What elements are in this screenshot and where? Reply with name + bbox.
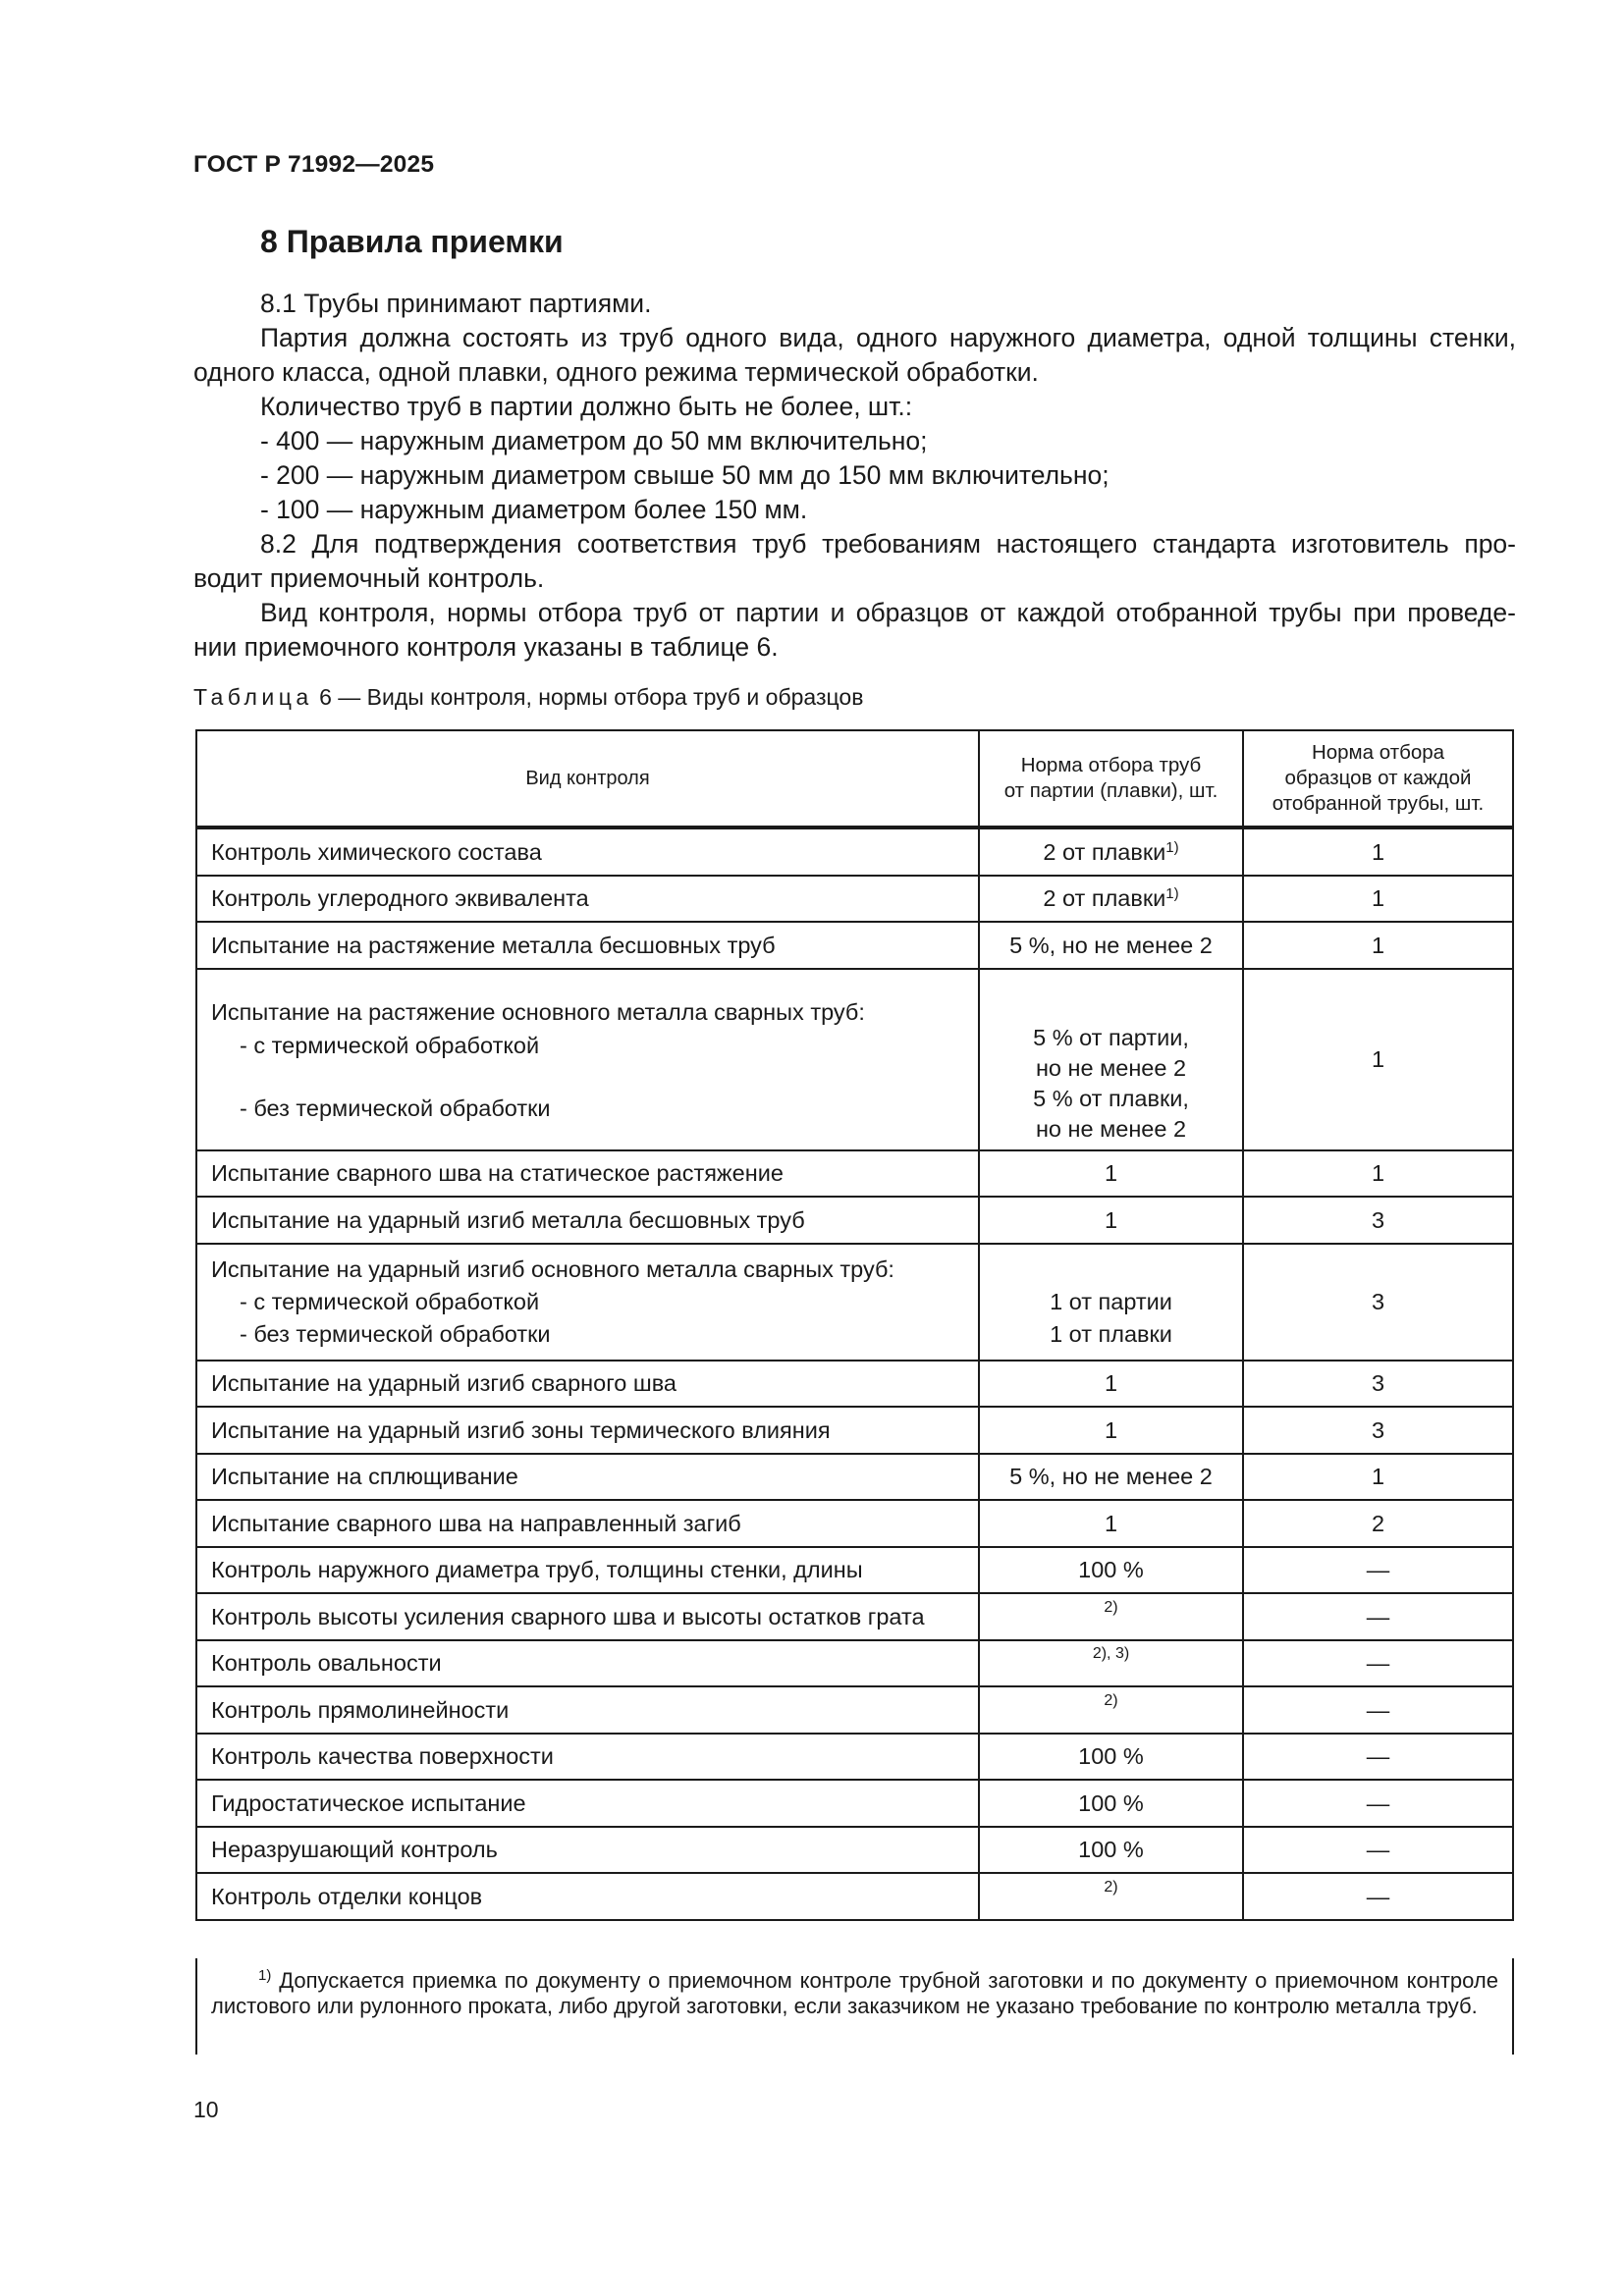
cell-control-type: Испытание на ударный изгиб зоны термического влияния: [196, 1407, 979, 1454]
paragraph-8-2-line2: водит приемочный контроль.: [193, 563, 545, 593]
cell-specimen-norm: —: [1243, 1640, 1513, 1687]
paragraph-batch-line1: Партия должна состоять из труб одного вида, одного наружного диаметра, одной толщины стенки,: [260, 323, 1516, 352]
cell-control-type: Испытание на ударный изгиб металла бесшовных труб: [196, 1197, 979, 1244]
cell-pipe-norm: 1: [979, 1150, 1243, 1198]
paragraph-control-line2: нии приемочного контроля указаны в таблице 6.: [193, 632, 779, 662]
page-number: 10: [193, 2097, 219, 2122]
cell-specimen-norm: 1: [1243, 1454, 1513, 1501]
control-table: [195, 729, 1514, 1921]
cell-pipe-norm: 100 %: [979, 1780, 1243, 1827]
cell-pipe-norm: 1: [979, 1361, 1243, 1408]
footnote-marker: 1): [258, 1967, 272, 1984]
cell-specimen-norm: 1: [1243, 876, 1513, 923]
cell-pipe-norm: 5 %, но не менее 2: [979, 922, 1243, 969]
cell-control-type: Контроль овальности: [196, 1640, 979, 1687]
table-caption-label: Таблица: [193, 684, 313, 710]
section-title: 8 Правила приемки: [260, 224, 564, 259]
cell-specimen-norm: 1: [1243, 828, 1513, 876]
paragraph-8-1: 8.1 Трубы принимают партиями.: [260, 289, 652, 318]
cell-specimen-norm: —: [1243, 1827, 1513, 1874]
table-caption-text: 6 — Виды контроля, нормы отбора труб и образцов: [312, 684, 864, 710]
section-body: [193, 287, 1516, 665]
paragraph-8-2-line1: 8.2 Для подтверждения соответствия труб требованиям настоящего стандарта изготовитель про-: [260, 529, 1516, 559]
list-item: - 100 — наружным диаметром более 150 мм.: [260, 495, 808, 524]
table-footnote: $^{1)}$ Допускается приемка по документу о приемочном контроле трубной заготовки и по документу о приемочном контроле листового или рулонного проката, либо другой заготовки, если заказчиком не указано требование по контролю металла труб.: [211, 1967, 1498, 2018]
header-specimen-sampling-norm: Норма отбора образцов от каждой отобранной трубы, шт.: [1243, 730, 1513, 828]
cell-specimen-norm: 3: [1243, 1244, 1513, 1361]
footnote-ref: 2): [1104, 1598, 1118, 1616]
header-pipe-sampling-norm: Норма отбора труб от партии (плавки), шт.: [979, 730, 1243, 828]
table-row: [196, 828, 1513, 876]
table-row: [196, 1547, 1513, 1594]
footnote-ref: 1): [1165, 838, 1179, 856]
footnote-ref: 2), 3): [1092, 1645, 1130, 1663]
cell-specimen-norm: —: [1243, 1873, 1513, 1920]
cell-pipe-norm: [979, 1640, 1243, 1687]
table-row: [196, 1197, 1513, 1244]
table-header-row: [196, 730, 1513, 828]
table-row: [196, 1244, 1513, 1361]
cell-control-type: Испытание на сплющивание: [196, 1454, 979, 1501]
cell-pipe-norm: 100 %: [979, 1734, 1243, 1781]
cell-specimen-norm: 1: [1243, 969, 1513, 1150]
table-row: [196, 969, 1513, 1150]
cell-specimen-norm: —: [1243, 1593, 1513, 1640]
table-row: [196, 1827, 1513, 1874]
cell-pipe-norm: 1 от партии 1 от плавки: [979, 1244, 1243, 1361]
cell-pipe-norm: 5 % от партии, но не менее 2 5 % от плавки, но не менее 2: [979, 969, 1243, 1150]
cell-pipe-norm: 5 %, но не менее 2: [979, 1454, 1243, 1501]
cell-specimen-norm: 3: [1243, 1361, 1513, 1408]
table-row: [196, 1780, 1513, 1827]
cell-control-type: Контроль отделки концов: [196, 1873, 979, 1920]
cell-control-type: Контроль прямолинейности: [196, 1686, 979, 1734]
table-row: [196, 1686, 1513, 1734]
cell-specimen-norm: —: [1243, 1734, 1513, 1781]
table-footnote-area: [195, 1958, 1514, 2055]
footnote-ref: 2): [1104, 1691, 1118, 1709]
cell-pipe-norm: [979, 1873, 1243, 1920]
cell-control-type: Контроль химического состава: [196, 828, 979, 876]
cell-pipe-norm: 1: [979, 1197, 1243, 1244]
cell-control-type: Испытание на ударный изгиб основного металла сварных труб: - с термической обработкой - без термической обработки: [196, 1244, 979, 1361]
cell-control-type: Гидростатическое испытание: [196, 1780, 979, 1827]
table-row: [196, 1150, 1513, 1198]
cell-specimen-norm: 1: [1243, 1150, 1513, 1198]
header-control-type: Вид контроля: [196, 730, 979, 828]
table-row: [196, 1640, 1513, 1687]
cell-pipe-norm: 2 от плавки$^{1)}$: [979, 876, 1243, 923]
paragraph-control-line1: Вид контроля, нормы отбора труб от партии и образцов от каждой отобранной трубы при проведе-: [260, 598, 1516, 627]
cell-control-type: Контроль качества поверхности: [196, 1734, 979, 1781]
cell-specimen-norm: 1: [1243, 922, 1513, 969]
cell-pipe-norm: [979, 1593, 1243, 1640]
cell-control-type: Контроль наружного диаметра труб, толщины стенки, длины: [196, 1547, 979, 1594]
list-item: - 200 — наружным диаметром свыше 50 мм до 150 мм включительно;: [260, 460, 1110, 490]
footnote-ref: 1): [1165, 885, 1179, 903]
cell-control-type: Контроль высоты усиления сварного шва и высоты остатков грата: [196, 1593, 979, 1640]
cell-pipe-norm: [979, 1686, 1243, 1734]
cell-specimen-norm: 3: [1243, 1407, 1513, 1454]
cell-control-type: Испытание на растяжение металла бесшовных труб: [196, 922, 979, 969]
cell-control-type: Испытание на растяжение основного металла сварных труб: - с термической обработкой - без термической обработки: [196, 969, 979, 1150]
table-row: [196, 1734, 1513, 1781]
cell-specimen-norm: 3: [1243, 1197, 1513, 1244]
cell-pipe-norm: 1: [979, 1500, 1243, 1547]
table-row: [196, 1500, 1513, 1547]
cell-specimen-norm: —: [1243, 1547, 1513, 1594]
table-row: [196, 1407, 1513, 1454]
footnote-ref: 2): [1104, 1878, 1118, 1896]
list-item: - 400 — наружным диаметром до 50 мм включительно;: [260, 426, 928, 455]
paragraph-batch-line2: одного класса, одной плавки, одного режима термической обработки.: [193, 357, 1039, 387]
cell-pipe-norm: 1: [979, 1407, 1243, 1454]
table-caption: [193, 684, 863, 711]
table-row: [196, 876, 1513, 923]
table-row: [196, 1454, 1513, 1501]
cell-pipe-norm: 100 %: [979, 1547, 1243, 1594]
cell-pipe-norm: 100 %: [979, 1827, 1243, 1874]
table-row: [196, 1593, 1513, 1640]
cell-pipe-norm: 2 от плавки$^{1)}$: [979, 828, 1243, 876]
cell-specimen-norm: 2: [1243, 1500, 1513, 1547]
paragraph-quantity: Количество труб в партии должно быть не более, шт.:: [260, 392, 913, 421]
cell-specimen-norm: —: [1243, 1780, 1513, 1827]
cell-control-type: Неразрушающий контроль: [196, 1827, 979, 1874]
cell-control-type: Испытание сварного шва на направленный загиб: [196, 1500, 979, 1547]
cell-specimen-norm: —: [1243, 1686, 1513, 1734]
document-code: ГОСТ Р 71992—2025: [193, 151, 435, 178]
table-row: [196, 1873, 1513, 1920]
cell-control-type: Испытание сварного шва на статическое растяжение: [196, 1150, 979, 1198]
table-row: [196, 922, 1513, 969]
table-row: [196, 1361, 1513, 1408]
cell-control-type: Контроль углеродного эквивалента: [196, 876, 979, 923]
cell-control-type: Испытание на ударный изгиб сварного шва: [196, 1361, 979, 1408]
